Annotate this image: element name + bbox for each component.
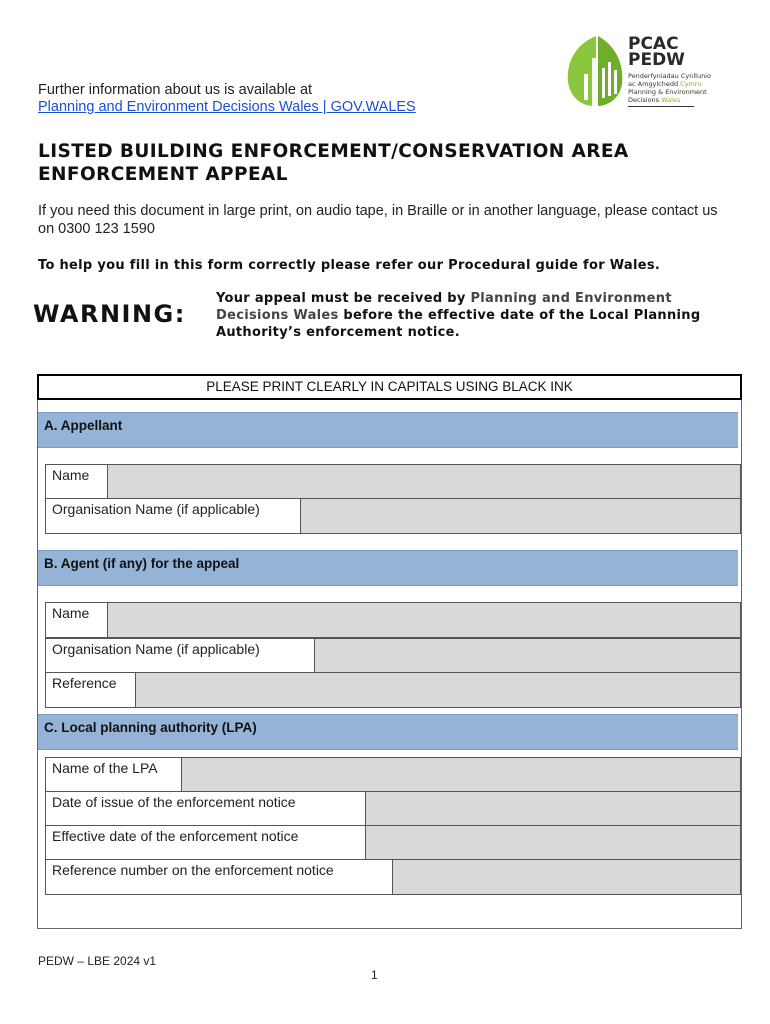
effective-date-input[interactable]	[365, 826, 740, 860]
agent-org-input[interactable]	[314, 639, 740, 673]
section-b-header	[38, 550, 738, 586]
appellant-name-input[interactable]	[107, 465, 740, 499]
section-c-title: C. Local planning authority (LPA)	[44, 720, 257, 735]
logo-sub-4b: Wales	[661, 96, 681, 104]
lpa-name-label: Name of the LPA	[52, 760, 158, 776]
agent-name-label: Name	[52, 605, 90, 621]
procedural-guide-note: To help you fill in this form correctly please refer our Procedural guide for Wales.	[38, 258, 661, 273]
effective-date-label: Effective date of the enforcement notice	[52, 828, 299, 844]
logo-sub-3: Planning & Environment	[628, 88, 707, 96]
title-line-2: ENFORCEMENT APPEAL	[38, 164, 288, 185]
issue-date-label: Date of issue of the enforcement notice	[52, 794, 296, 810]
appellant-name-label: Name	[52, 467, 90, 483]
appellant-org-row	[45, 498, 741, 534]
logo-sub-2a: ac Amgylchedd	[628, 80, 681, 88]
leaf-icon	[562, 34, 626, 108]
logo-sub-4a: Decisions	[628, 96, 662, 104]
effective-date-row	[45, 825, 741, 861]
pcac-pedw-logo	[562, 34, 712, 110]
agent-org-label: Organisation Name (if applicable)	[52, 641, 260, 657]
section-c-header	[38, 714, 738, 750]
warning-label: WARNING:	[33, 300, 186, 328]
section-b-title: B. Agent (if any) for the appeal	[44, 556, 240, 571]
appellant-org-label: Organisation Name (if applicable)	[52, 501, 260, 517]
agent-reference-label: Reference	[52, 675, 117, 691]
warning-text-b: Planning and Environment Decisions Wales	[216, 291, 672, 323]
agent-org-row	[45, 638, 741, 674]
warning-text-a: Your appeal must be received by	[216, 291, 471, 306]
logo-line-pedw: PEDW	[628, 50, 685, 70]
agent-name-input[interactable]	[107, 603, 740, 637]
agent-reference-row	[45, 672, 741, 708]
issue-date-input[interactable]	[365, 792, 740, 826]
logo-sub-1: Penderfyniadau Cynllunio	[628, 72, 711, 80]
logo-line-pcac: PCAC	[628, 34, 679, 54]
info-text: Further information about us is available at	[38, 82, 313, 98]
title-line-1: LISTED BUILDING ENFORCEMENT/CONSERVATION AREA	[38, 141, 629, 162]
page-number: 1	[371, 968, 378, 982]
print-instruction-banner: PLEASE PRINT CLEARLY IN CAPITALS USING BLACK INK	[37, 374, 742, 400]
pedw-gov-wales-link[interactable]: Planning and Environment Decisions Wales | GOV.WALES	[38, 99, 416, 115]
notice-reference-label: Reference number on the enforcement notice	[52, 862, 334, 878]
notice-reference-row	[45, 859, 741, 895]
appellant-org-input[interactable]	[300, 499, 740, 533]
agent-name-row	[45, 602, 741, 638]
warning-text-c: before the effective date of the Local Planning Authority’s enforcement notice.	[216, 308, 701, 340]
logo-sub-2b: Cymru	[680, 80, 702, 88]
lpa-name-input[interactable]	[181, 758, 740, 792]
agent-reference-input[interactable]	[135, 673, 740, 707]
logo-divider	[628, 106, 694, 107]
appellant-name-row	[45, 464, 741, 500]
notice-reference-input[interactable]	[392, 860, 740, 894]
accessibility-notice: If you need this document in large print, on audio tape, in Braille or in another language, please contact us on 0300 123 1590	[38, 203, 718, 237]
issue-date-row	[45, 791, 741, 827]
lpa-name-row	[45, 757, 741, 793]
section-a-title: A. Appellant	[44, 418, 123, 433]
document-title	[38, 140, 738, 186]
section-a-header	[38, 412, 738, 448]
document-code: PEDW – LBE 2024 v1	[38, 954, 157, 968]
warning-text	[216, 290, 736, 341]
